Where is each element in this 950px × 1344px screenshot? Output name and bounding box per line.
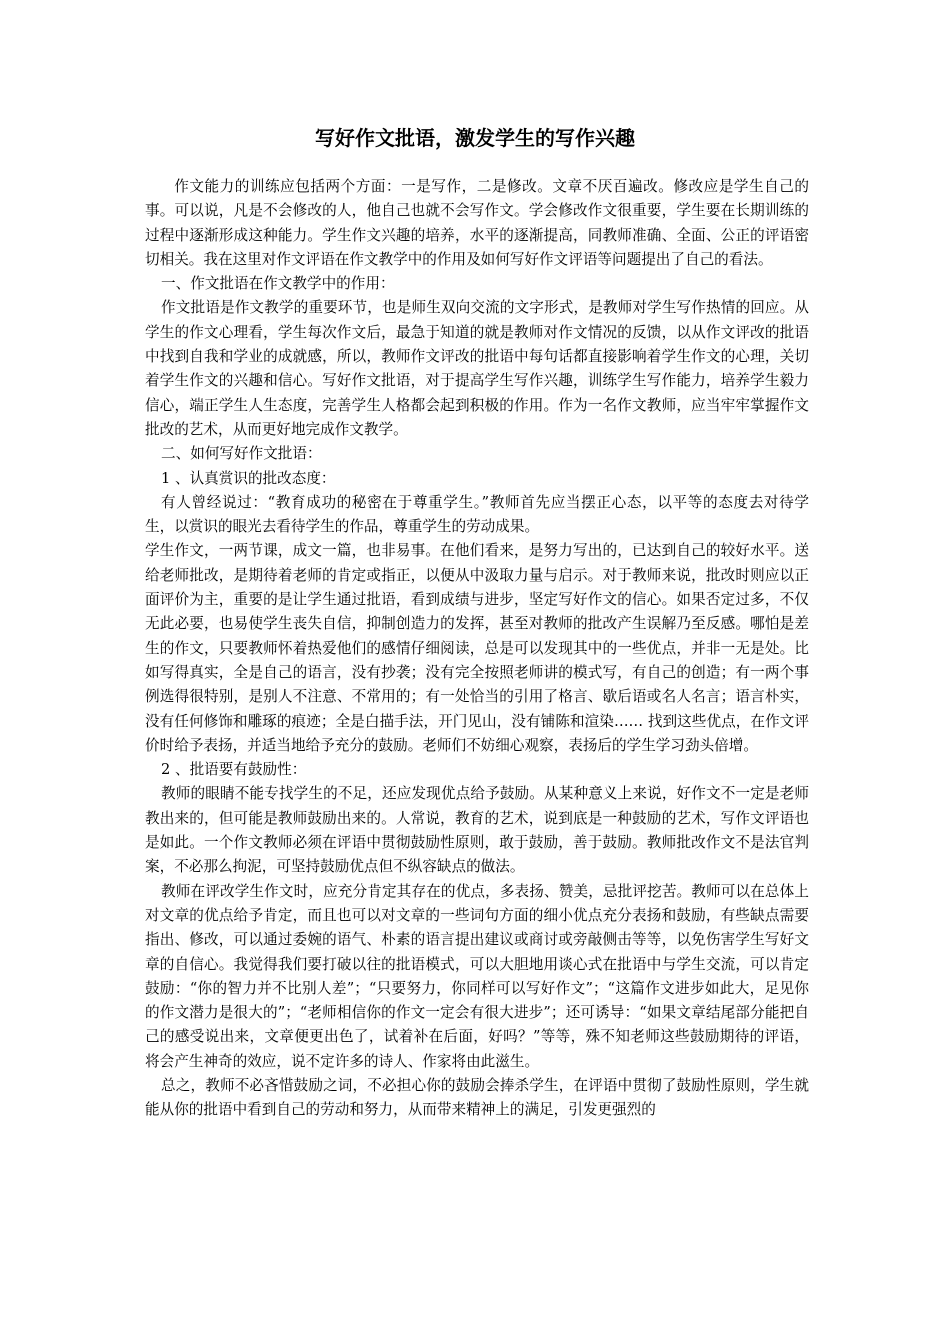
- paragraph-encouragement: 教师的眼睛不能专找学生的不足，还应发现优点给予鼓励。从某种意义上来说，好作文不一定是老师教出来的，但可能是教师鼓励出来的。人常说，教育的艺术，说到底是一种鼓励的艺术，写作文评语也是如此。一个作文教师必须在评语中贯彻鼓励性原则，敢于鼓励，善于鼓励。教师批改作文不是法官判案，不必那么拘泥，可坚持鼓励优点但不纵容缺点的做法。: [145, 785, 809, 876]
- paragraph-role: 作文批语是作文教学的重要环节，也是师生双向交流的文字形式，是教师对学生写作热情的回应。从学生的作文心理看，学生每次作文后，最急于知道的就是教师对作文情况的反馈，以从作文评改的批语中找到自我和学业的成就感，所以，教师作文评改的批语中每句话都直接影响着学生作文的心理，关切着学生作文的兴趣和信心。写好作文批语，对于提高学生写作兴趣，训练学生写作能力，培养学生毅力信心，端正学生人生态度，完善学生人格都会起到积极的作用。作为一名作文教师，应当牢牢掌握作文批改的艺术，从而更好地完成作文教学。: [145, 299, 809, 438]
- section-heading-1: 一、作文批语在作文教学中的作用：: [161, 275, 395, 293]
- section-heading-2: 二、如何写好作文批语：: [161, 445, 322, 463]
- document-title: 写好作文批语，激发学生的写作兴趣: [315, 126, 635, 150]
- paragraph-conclusion: 总之，教师不必吝惜鼓励之词，不必担心你的鼓励会捧杀学生，在评语中贯彻了鼓励性原则，学生就能从你的批语中看到自己的劳动和努力，从而带来精神上的满足，引发更强烈的: [145, 1076, 809, 1119]
- document-body: [145, 175, 809, 1123]
- subsection-heading-2: 2 、批语要有鼓励性：: [161, 761, 307, 779]
- subsection-heading-1: 1 、认真赏识的批改态度：: [161, 469, 336, 487]
- paragraph-student-writing: 学生作文，一两节课，成文一篇，也非易事。在他们看来，是努力写出的，已达到自己的较好水平。送给老师批改，是期待着老师的肯定或指正，以便从中汲取力量与启示。对于教师来说，批改时则应以正面评价为主，重要的是让学生通过批语，看到成绩与进步，坚定写好作文的信心。如果否定过多，不仅无此必要，也易使学生丧失自信，抑制创造力的发挥，甚至对教师的批改产生误解乃至反感。哪怕是差生的作文，只要教师怀着热爱他们的感情仔细阅读，总是可以发现其中的一些优点，并非一无是处。比如写得真实，全是自己的语言，没有抄袭；没有完全按照老师讲的模式写，有自己的创造；有一两个事例选得很特别，是别人不注意、不常用的；有一处恰当的引用了格言、歇后语或名人名言；语言朴实，没有任何修饰和雕琢的痕迹；全是白描手法，开门见山，没有铺陈和渲染…… 找到这些优点，在作文评价时给予表扬，并适当地给予充分的鼓励。老师们不妨细心观察，表扬后的学生学习劲头倍增。: [145, 542, 809, 754]
- paragraph-intro: 作文能力的训练应包括两个方面：一是写作，二是修改。文章不厌百遍改。修改应是学生自己的事。可以说，凡是不会修改的人，他自己也就不会写作文。学会修改作文很重要，学生要在长期训练的过程中逐渐形成这种能力。学生作文兴趣的培养，水平的逐渐提高，同教师准确、全面、公正的评语密切相关。我在这里对作文评语在作文教学中的作用及如何写好作文评语等问题提出了自己的看法。: [145, 178, 809, 268]
- paragraph-respect: 有人曾经说过：“教育成功的秘密在于尊重学生。”教师首先应当摆正心态，以平等的态度去对待学生，以赏识的眼光去看待学生的作品，尊重学生的劳动成果。: [145, 493, 809, 536]
- paragraph-evaluation: 教师在评改学生作文时，应充分肯定其存在的优点，多表扬、赞美，忌批评挖苦。教师可以在总体上对文章的优点给予肯定，而且也可以对文章的一些词句方面的细小优点充分表扬和鼓励，有些缺点需要指出、修改，可以通过委婉的语气、朴素的语言提出建议或商讨或旁敲侧击等等，以免伤害学生写好文章的自信心。我觉得我们要打破以往的批语模式，可以大胆地用谈心式在批语中与学生交流，可以肯定鼓励：“你的智力并不比别人差”；“只要努力，你同样可以写好作文”；“这篇作文进步如此大，足见你的作文潜力是很大的”；“老师相信你的作文一定会有很大进步”；还可诱导：“如果文章结尾部分能把自己的感受说出来，文章便更出色了，试着补在后面，好吗？”等等，殊不知老师这些鼓励期待的评语，将会产生神奇的效应，说不定许多的诗人、作家将由此滋生。: [145, 882, 809, 1070]
